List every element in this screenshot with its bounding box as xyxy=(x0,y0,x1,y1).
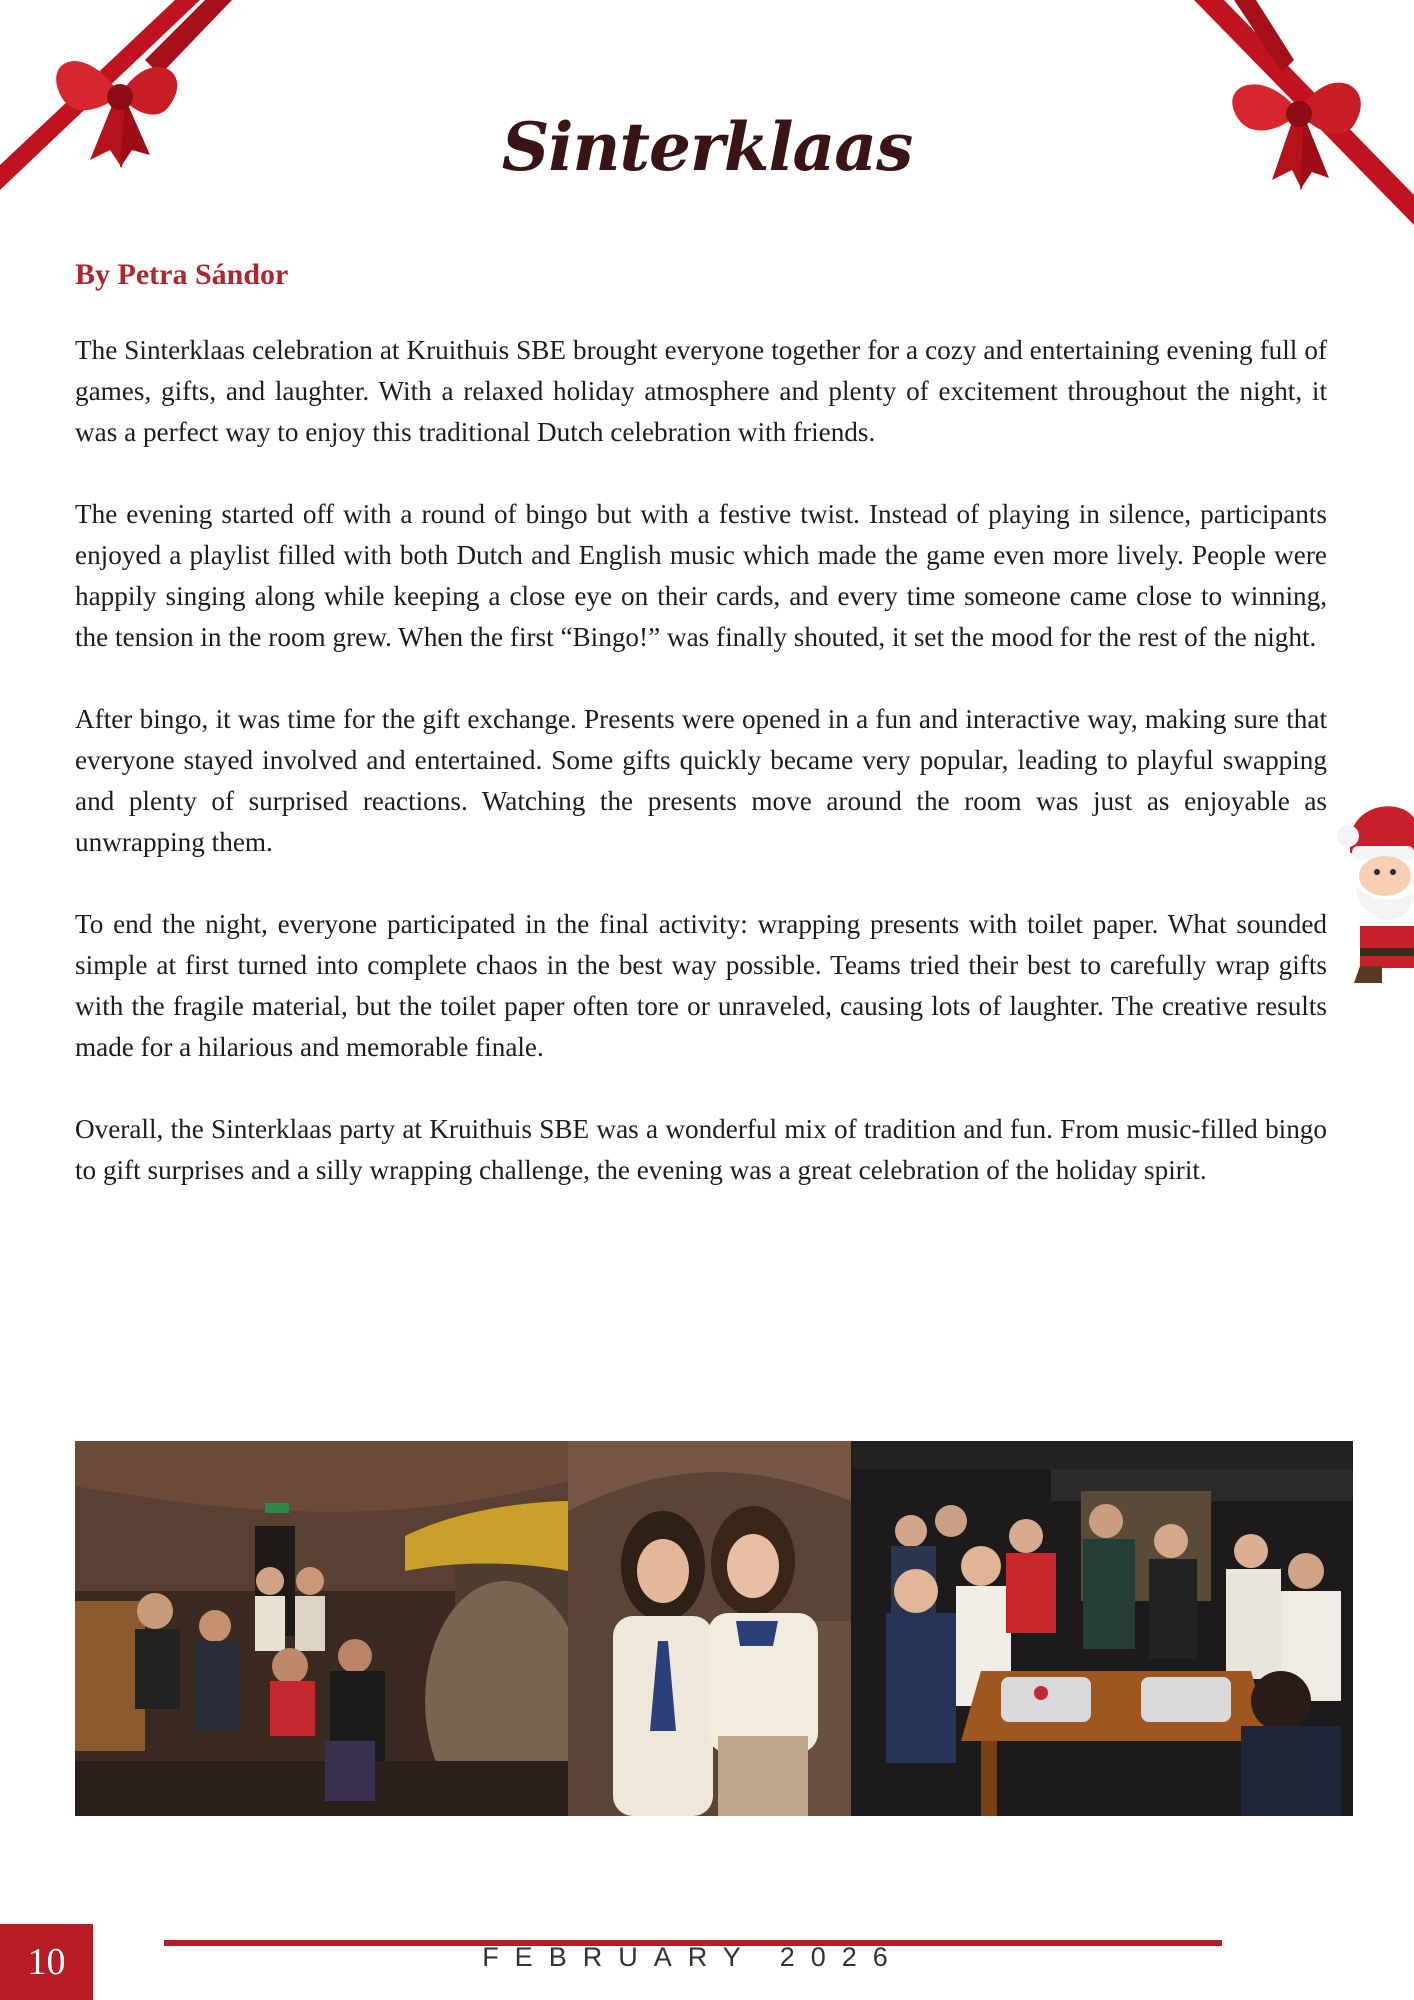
author-byline: By Petra Sándor xyxy=(75,258,289,291)
paragraph: After bingo, it was time for the gift exchange. Presents were opened in a fun and interactive way, making sure that everyone stayed involved and entertained. Some gifts quickly became very popular, leading to playful swapping and plenty of surprised reactions. Watching the presents move around the room was just as enjoyable as unwrapping them. xyxy=(75,704,1327,857)
paragraph: The Sinterklaas celebration at Kruithuis SBE brought everyone together for a cozy and entertaining evening full of games, gifts, and laughter. With a relaxed holiday atmosphere and plenty of excitement throughout the night, it was a perfect way to enjoy this traditional Dutch celebration with friends. xyxy=(75,335,1327,447)
article-body xyxy=(75,330,1327,1191)
page-number: 10 xyxy=(0,1924,93,2000)
photo-collage xyxy=(75,1441,1353,1816)
paragraph: Overall, the Sinterklaas party at Kruithuis SBE was a wonderful mix of tradition and fun. From music-filled bingo to gift surprises and a silly wrapping challenge, the evening was a great celebration of the holiday spirit. xyxy=(75,1114,1327,1185)
photo-wrapping-game xyxy=(851,1441,1353,1816)
paragraph: The evening started off with a round of bingo but with a festive twist. Instead of playing in silence, participants enjoyed a playlist filled with both Dutch and English music which made the game even more lively. People were happily singing along while keeping a close eye on their cards, and every time someone came close to winning, the tension in the room grew. When the first “Bingo!” was finally shouted, it set the mood for the rest of the night. xyxy=(75,499,1327,652)
page-title: Sinterklaas xyxy=(501,108,913,186)
photo-bingo-room xyxy=(75,1441,568,1816)
paragraph: To end the night, everyone participated in the final activity: wrapping presents with toilet paper. What sounded simple at first turned into complete chaos in the best way possible. Teams tried their best to carefully wrap gifts with the fragile material, but the toilet paper often tore or unraveled, causing lots of laughter. The creative results made for a hilarious and memorable finale. xyxy=(75,909,1327,1062)
santa-icon xyxy=(1330,798,1414,983)
footer-issue-date: FEBRUARY 2026 xyxy=(482,1942,904,1972)
photo-two-friends xyxy=(568,1441,851,1816)
